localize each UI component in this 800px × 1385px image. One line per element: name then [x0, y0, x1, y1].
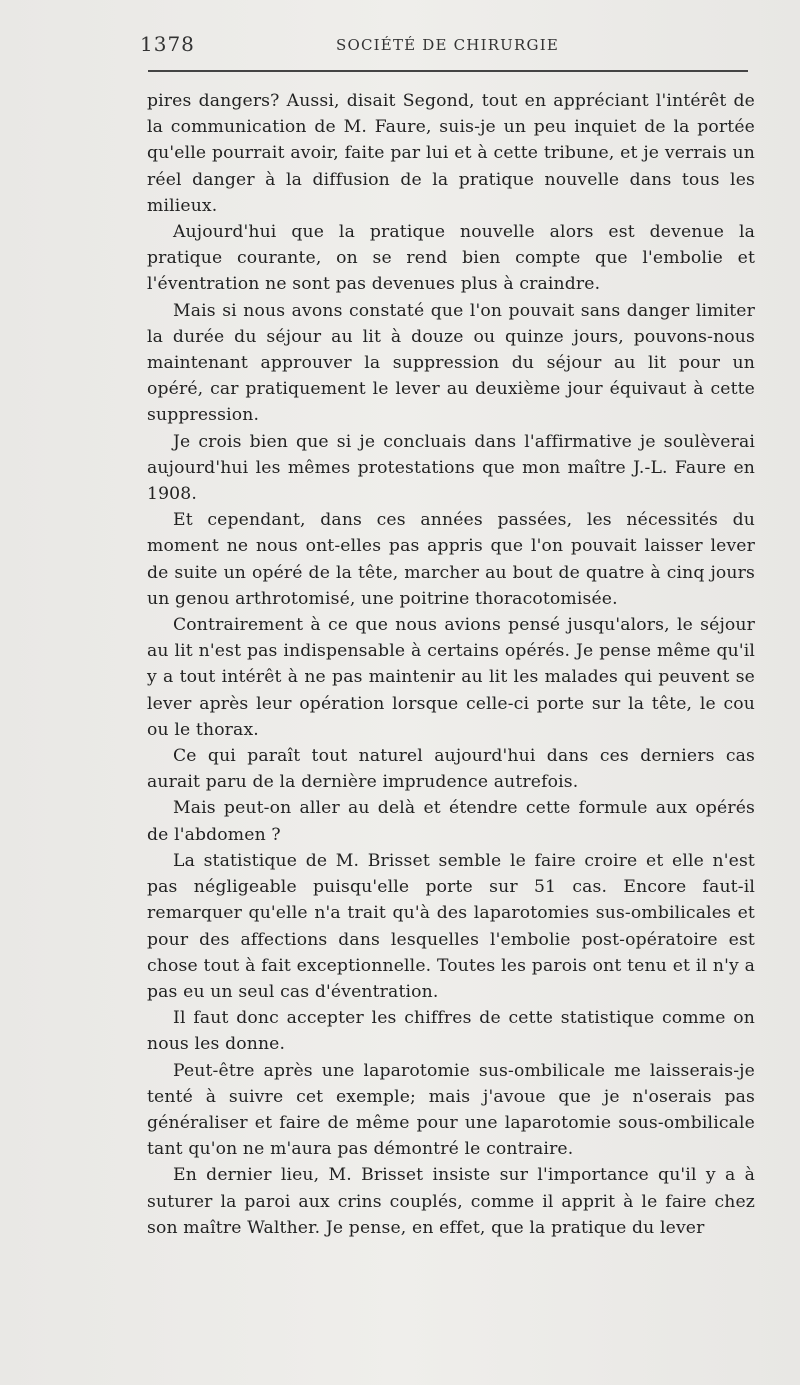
page-number: 1378: [140, 32, 195, 56]
paragraph: La statistique de M. Brisset semble le faire croire et elle n'est pas négligeable puisqu'elle porte sur 51 cas. Encore faut-il remarquer qu'elle n'a trait qu'à des laparotomies sus-ombilicales et pour des affections dans lesquelles l'embolie post-opératoire est chose tout à fait exceptionnelle. Toutes les parois ont tenu et il n'y a pas eu un seul cas d'éventration.: [147, 850, 755, 1002]
paragraph: pires dangers? Aussi, disait Segond, tout en appréciant l'intérêt de la communication de M. Faure, suis-je un peu inquiet de la portée qu'elle pourrait avoir, faite par lui et à cette tribune, et je verrais un réel danger à la diffusion de la pratique nouvelle dans tous les milieux.: [147, 91, 755, 216]
paragraph: Mais peut-on aller au delà et étendre cette formule aux opérés de l'abdomen ?: [147, 798, 755, 845]
paragraph: Ce qui paraît tout naturel aujourd'hui dans ces derniers cas aurait paru de la dernière imprudence autrefois.: [147, 746, 755, 793]
header-rule: [148, 70, 748, 72]
paragraph: Aujourd'hui que la pratique nouvelle alors est devenue la pratique courante, on se rend bien compte que l'embolie et l'éventration ne sont pas devenues plus à craindre.: [147, 222, 755, 295]
paragraph: Je crois bien que si je concluais dans l'affirmative je soulèverai aujourd'hui les mêmes protestations que mon maître J.-L. Faure en 1908.: [147, 431, 755, 505]
page-header: [140, 32, 755, 56]
paragraph: Et cependant, dans ces années passées, les nécessités du moment ne nous ont-elles pas appris que l'on pouvait laisser lever de suite un opéré de la tête, marcher au bout de quatre à cinq jours un genou arthrotomisé, une poitrine thoracotomisée.: [147, 510, 755, 609]
paragraph: En dernier lieu, M. Brisset insiste sur l'importance qu'il y a à suturer la paroi aux crins couplés, comme il apprit à le faire chez son maître Walther. Je pense, en effet, que la pratique du lever: [147, 1165, 755, 1238]
running-head: SOCIÉTÉ DE CHIRURGIE: [336, 36, 559, 54]
paragraph: Contrairement à ce que nous avions pensé jusqu'alors, le séjour au lit n'est pas indispensable à certains opérés. Je pense même qu'il y a tout intérêt à ne pas maintenir au lit les malades qui peuvent se lever après leur opération lorsque celle-ci porte sur la tête, le cou ou le thorax.: [147, 615, 755, 740]
paragraph: Mais si nous avons constaté que l'on pouvait sans danger limiter la durée du séjour au lit à douze ou quinze jours, pouvons-nous maintenant approuver la suppression du séjour au lit pour un opéré, car pratiquement le lever au deuxième jour équivaut à cette suppression.: [147, 300, 755, 426]
paragraph: Peut-être après une laparotomie sus-ombilicale me laisserais-je tenté à suivre cet exemple; mais j'avoue que je n'oserais pas généraliser et faire de même pour une laparotomie sous-ombilicale tant qu'on ne m'aura pas démontré le contraire.: [147, 1060, 755, 1160]
body-text: [147, 88, 755, 1241]
paragraph: Il faut donc accepter les chiffres de cette statistique comme on nous les donne.: [147, 1008, 755, 1055]
